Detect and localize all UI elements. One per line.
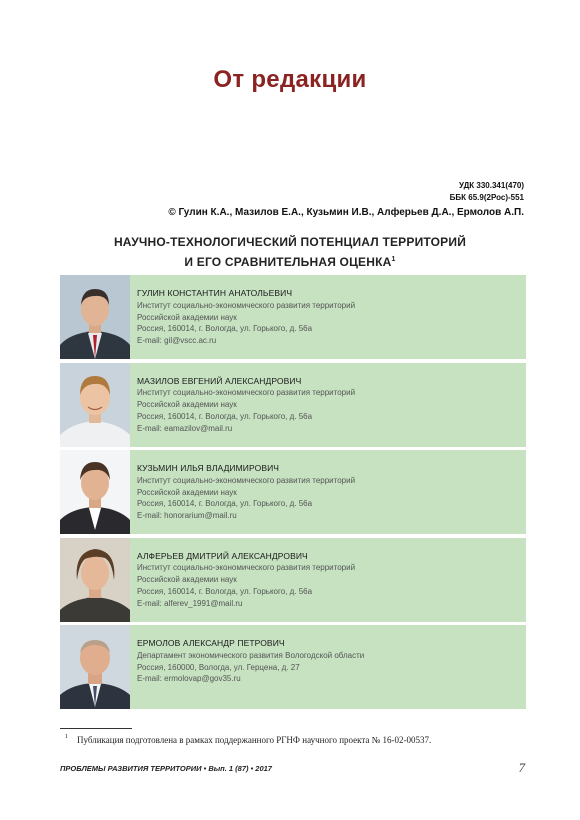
author-photo: [60, 625, 130, 709]
author-address: Россия, 160000, Вологда, ул. Герцена, д. 27: [137, 662, 300, 672]
author-email[interactable]: E-mail: alferev_1991@mail.ru: [137, 598, 243, 608]
author-name: МАЗИЛОВ ЕВГЕНИЙ АЛЕКСАНДРОВИЧ: [137, 375, 302, 386]
footnote: [65, 734, 432, 745]
author-address: Россия, 160014, г. Вологда, ул. Горького, д. 56а: [137, 324, 313, 334]
author-photo: [60, 275, 130, 359]
person-photo-icon: [60, 538, 130, 622]
author-email[interactable]: E-mail: honorarium@mail.ru: [137, 511, 237, 521]
author-photo: [60, 363, 130, 447]
author-affiliation: Департамент экономического развития Вологодской области: [137, 650, 365, 660]
section-title: От редакции: [213, 66, 367, 93]
author-affiliation: Российской академии наук: [137, 400, 237, 410]
author-photo: [60, 450, 130, 534]
author-name: ГУЛИН КОНСТАНТИН АНАТОЛЬЕВИЧ: [137, 288, 293, 298]
author-photo: [60, 538, 130, 622]
article-title: [0, 233, 580, 271]
udk-code: УДК 330.341(470): [459, 181, 524, 190]
author-info: [137, 638, 520, 685]
person-photo-icon: [60, 450, 130, 534]
footnote-text: Публикация подготовлена в рамках поддержанного РГНФ научного проекта № 16-02-00537.: [77, 735, 432, 745]
bbk-code: ББК 65.9(2Рос)-551: [449, 193, 524, 202]
article-title-line-2: И ЕГО СРАВНИТЕЛЬНАЯ ОЦЕНКА: [184, 255, 392, 269]
author-name: ЕРМОЛОВ АЛЕКСАНДР ПЕТРОВИЧ: [137, 638, 285, 648]
author-affiliation: Российской академии наук: [137, 487, 237, 497]
author-affiliation: Институт социально-экономического развития территорий: [137, 300, 356, 310]
author-card: [60, 538, 526, 622]
person-photo-icon: [60, 363, 130, 447]
author-name: КУЗЬМИН ИЛЬЯ ВЛАДИМИРОВИЧ: [137, 463, 280, 473]
author-cards: [60, 275, 526, 713]
author-card: [60, 363, 526, 447]
author-address: Россия, 160014, г. Вологда, ул. Горького, д. 56а: [137, 499, 313, 509]
author-affiliation: Институт социально-экономического развития территорий: [137, 475, 356, 485]
author-affiliation: Российской академии наук: [137, 312, 237, 322]
copyright-authors: © Гулин К.А., Мазилов Е.А., Кузьмин И.В., Алферьев Д.А., Ермолов А.П.: [168, 207, 524, 218]
author-email[interactable]: E-mail: eamazilov@mail.ru: [137, 423, 233, 433]
author-address: Россия, 160014, г. Вологда, ул. Горького, д. 56а: [137, 411, 313, 421]
author-card: [60, 625, 526, 709]
author-card: [60, 275, 526, 359]
article-title-line-1: НАУЧНО-ТЕХНОЛОГИЧЕСКИЙ ПОТЕНЦИАЛ ТЕРРИТОРИЙ: [113, 235, 467, 249]
author-email[interactable]: E-mail: gil@vscc.ac.ru: [137, 336, 217, 346]
footnote-ref[interactable]: 1: [391, 256, 396, 263]
journal-footer: ПРОБЛЕМЫ РАЗВИТИЯ ТЕРРИТОРИИ • Вып. 1 (87) • 2017: [60, 764, 272, 773]
author-address: Россия, 160014, г. Вологда, ул. Горького, д. 56а: [137, 586, 313, 596]
page-number: 7: [518, 760, 525, 775]
footnote-divider: [60, 728, 132, 729]
author-email[interactable]: E-mail: ermolovap@gov35.ru: [137, 674, 241, 684]
author-info: [137, 551, 520, 610]
author-name: АЛФЕРЬЕВ ДМИТРИЙ АЛЕКСАНДРОВИЧ: [137, 550, 308, 561]
author-affiliation: Институт социально-экономического развития территорий: [137, 388, 356, 398]
author-card: [60, 450, 526, 534]
person-photo-icon: [60, 275, 130, 359]
author-info: [137, 288, 520, 347]
author-affiliation: Институт социально-экономического развития территорий: [137, 563, 356, 573]
footnote-mark: 1: [65, 734, 68, 740]
author-info: [137, 376, 520, 435]
author-info: [137, 463, 520, 522]
classification-codes: [450, 180, 524, 204]
person-photo-icon: [60, 625, 130, 709]
author-affiliation: Российской академии наук: [137, 575, 237, 585]
